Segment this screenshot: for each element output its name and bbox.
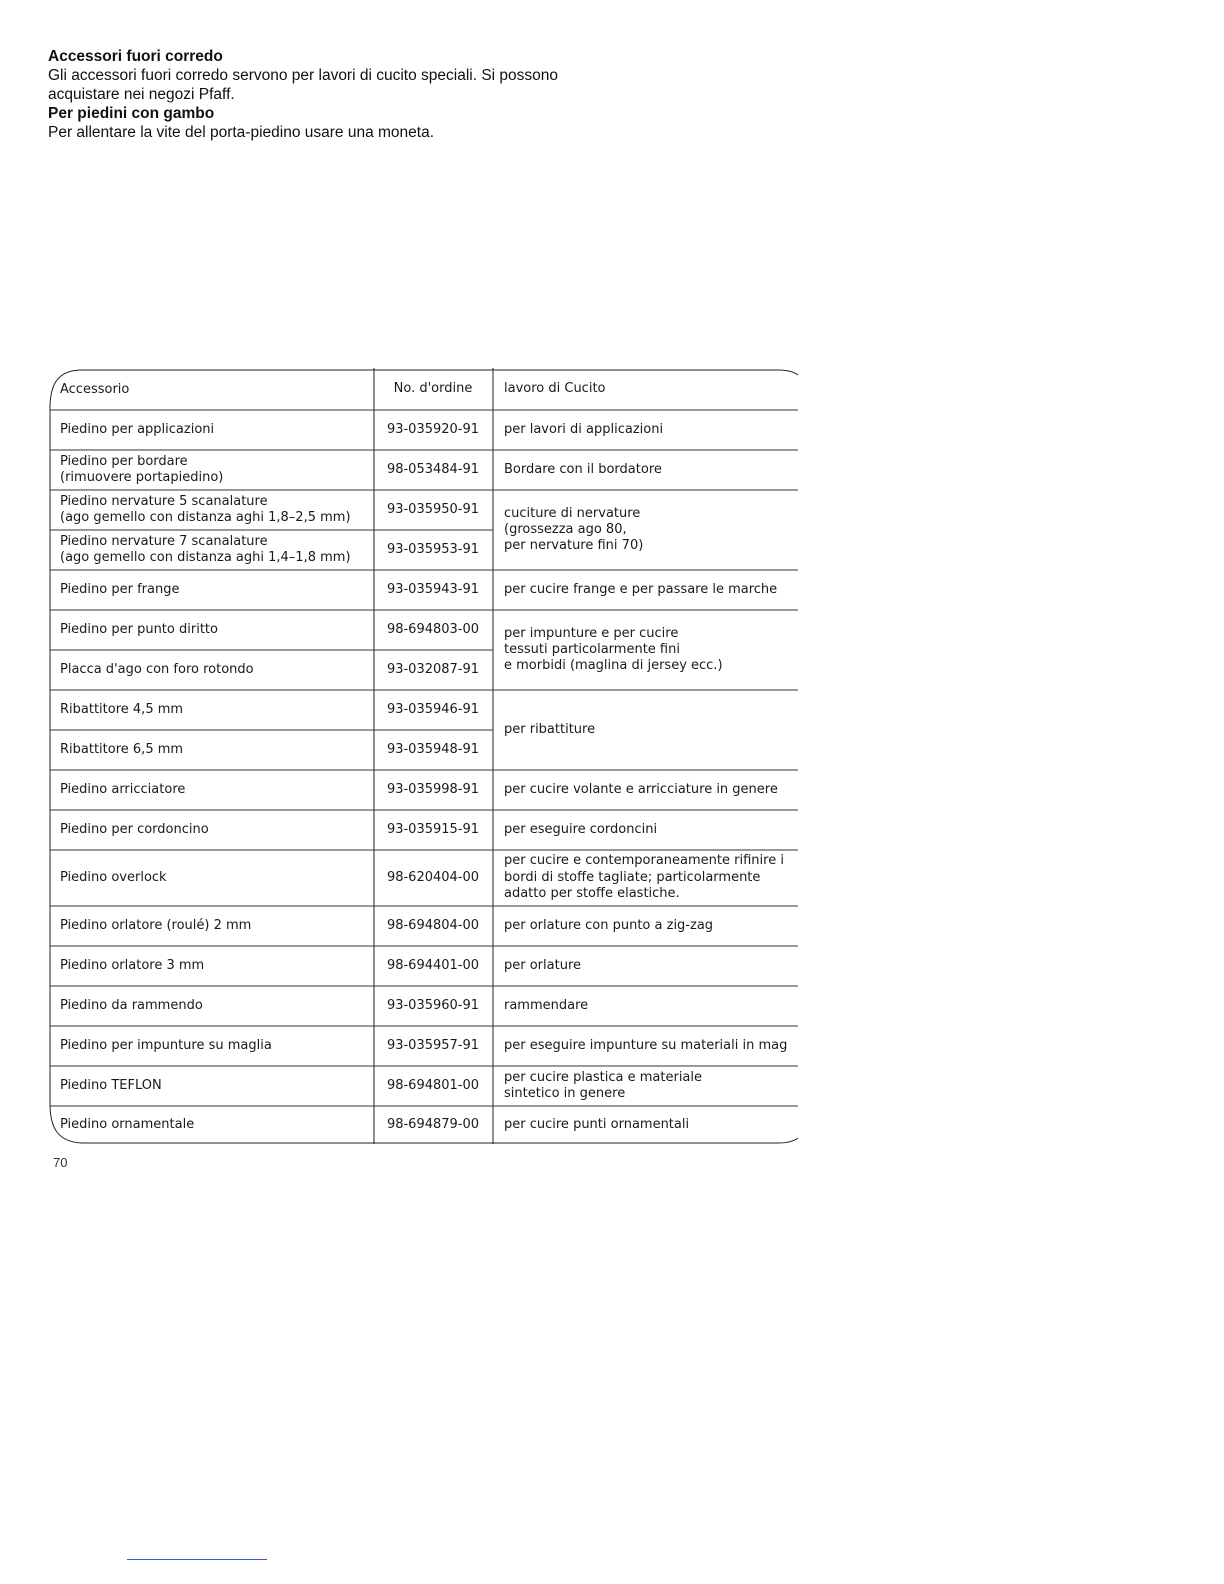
order-no-cell: 98-694401-00	[386, 958, 480, 973]
accessory-cell: Piedino nervature 7 scanalature (ago gemello con distanza aghi 1,4–1,8 mm)	[60, 534, 351, 565]
work-cell: Bordare con il bordatore	[504, 462, 662, 477]
order-no-cell: 93-032087-91	[386, 662, 480, 677]
piedini-paragraph: Per allentare la vite del porta-piedino usare una moneta.	[48, 124, 435, 141]
order-no-cell: 93-035920-91	[386, 422, 480, 437]
accessory-cell: Placca d'ago con foro rotondo	[60, 662, 254, 677]
work-cell: per orlature	[504, 958, 581, 973]
order-no-cell: 93-035946-91	[386, 702, 480, 717]
accessory-cell: Piedino per cordoncino	[60, 822, 209, 837]
order-no-cell: 93-035950-91	[386, 502, 480, 517]
order-no-cell: 93-035943-91	[386, 582, 480, 597]
page-number: 70	[53, 1155, 68, 1170]
order-no-cell: 98-694804-00	[386, 918, 480, 933]
intro-paragraph-line2: acquistare nei negozi Pfaff.	[48, 86, 235, 103]
work-cell: per ribattiture	[504, 722, 596, 737]
work-cell: per impunture e per cucire tessuti particolarmente fini e morbidi (maglina di jersey ecc.)	[504, 626, 723, 673]
accessory-cell: Piedino per punto diritto	[60, 622, 218, 637]
accessory-cell: Ribattitore 4,5 mm	[60, 702, 184, 717]
order-no-cell: 93-035953-91	[386, 542, 480, 557]
accessory-cell: Piedino per bordare (rimuovere portapiedino)	[60, 454, 224, 485]
accessory-cell: Piedino nervature 5 scanalature (ago gemello con distanza aghi 1,8–2,5 mm)	[60, 494, 351, 525]
accessory-cell: Piedino per applicazioni	[60, 422, 215, 437]
heading-accessori: Accessori fuori corredo	[48, 48, 223, 65]
order-no-cell: 98-053484-91	[386, 462, 480, 477]
order-no-cell: 93-035960-91	[386, 998, 480, 1013]
work-cell: per cucire plastica e materiale sintetico in genere	[504, 1070, 703, 1101]
work-cell: per cucire frange e per passare le marche	[504, 582, 778, 597]
accessories-table	[48, 368, 798, 1144]
header-accessory: Accessorio	[60, 382, 130, 397]
work-cell: per orlature con punto a zig-zag	[504, 918, 714, 933]
order-no-cell: 93-035957-91	[386, 1038, 480, 1053]
heading-piedini: Per piedini con gambo	[48, 105, 215, 122]
accessory-cell: Ribattitore 6,5 mm	[60, 742, 184, 757]
accessory-cell: Piedino orlatore 3 mm	[60, 958, 205, 973]
order-no-cell: 98-694803-00	[386, 622, 480, 637]
work-cell: per cucire punti ornamentali	[504, 1117, 690, 1132]
order-no-cell: 93-035948-91	[386, 742, 480, 757]
order-no-cell: 98-694801-00	[386, 1078, 480, 1093]
work-cell: rammendare	[504, 998, 589, 1013]
order-no-cell: 98-694879-00	[386, 1117, 480, 1132]
intro-text	[48, 47, 808, 142]
work-cell: cuciture di nervature (grossezza ago 80, per nervature fini 70)	[504, 506, 644, 553]
work-cell: per eseguire impunture su materiali in mag	[504, 1038, 788, 1053]
accessory-cell: Piedino arricciatore	[60, 782, 186, 797]
accessory-cell: Piedino ornamentale	[60, 1117, 195, 1132]
intro-paragraph-line1: Gli accessori fuori corredo servono per lavori di cucito speciali. Si possono	[48, 67, 559, 84]
work-cell: per eseguire cordoncini	[504, 822, 658, 837]
order-no-cell: 93-035998-91	[386, 782, 480, 797]
order-no-cell: 93-035915-91	[386, 822, 480, 837]
accessory-cell: Piedino overlock	[60, 870, 167, 885]
work-cell: per cucire volante e arricciature in genere	[504, 782, 778, 797]
footer-rule	[127, 1559, 267, 1560]
work-cell: per lavori di applicazioni	[504, 422, 664, 437]
header-work: lavoro di Cucito	[504, 381, 606, 396]
order-no-cell: 98-620404-00	[386, 870, 480, 885]
work-cell: per cucire e contemporaneamente rifinire i bordi di stoffe tagliate; particolarmente adatto per stoffe elastiche.	[504, 853, 784, 902]
accessory-cell: Piedino orlatore (roulé) 2 mm	[60, 918, 252, 933]
accessory-cell: Piedino TEFLON	[60, 1078, 162, 1093]
accessory-cell: Piedino per frange	[60, 582, 180, 597]
accessory-cell: Piedino per impunture su maglia	[60, 1038, 272, 1053]
accessory-cell: Piedino da rammendo	[60, 998, 203, 1013]
header-order-no: No. d'ordine	[393, 381, 473, 396]
